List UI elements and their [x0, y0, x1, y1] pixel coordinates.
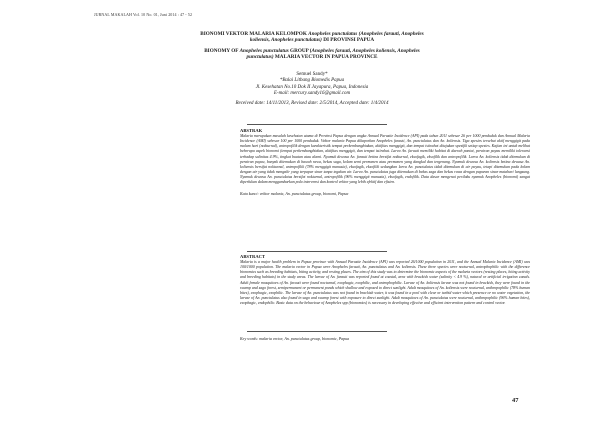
abstrak-line: eksofagik, eksofilik dan antropofilik. Larva An. koliensis tidak ditemukan di perairan payau, banyak ditemukan di bawah [240, 154, 530, 164]
abstract-line: population in 2011, and the Annual Malaria Incidence (AMI) was 100/1000 population. The malaria vector in Papua were [240, 260, 531, 270]
title-en-species: Anopheles punctulatus [239, 47, 289, 54]
abstract-line: intervention pattern and control vector. [444, 301, 506, 306]
divider-top [247, 124, 387, 125]
abstract-line: Malaria is a major health problem in Papua province with Annual Parasite Incidence (API) was reported 26/1000 [240, 260, 425, 264]
title-id-species-line1: Anopheles punctulatus (Anopheles farauti, Anopheles [308, 31, 424, 37]
title-en-suffix: MALARIA VECTOR IN PAPUA PROVINCE [273, 53, 378, 60]
abstract-line: water which presence or no water vegetation, the larvae of An. punctulatus also found in sago and swamp forest with [240, 290, 530, 301]
abstract-heading: ABSTRACT [240, 254, 266, 259]
title-en-mid: GROUP ( [288, 47, 312, 54]
abstrak-line: punctulatus tidak ditemukan di air payau, tetapi ditemukan pada kolam dengan air yang tidak mengalir yang terpapar sinar [240, 164, 530, 175]
abstract-line: exposure to direct sunlight. Adult mosquitoes of An. punctulatus were nocturnal, anthropophilic (96% human bites), exophagic, [240, 296, 530, 306]
abstract-line: farauti was reported found at coastal, area with brackish water (salinity < 4.9 %), natural or artificial irrigation canals. [336, 275, 530, 280]
abstract-line: exophagic, exophilic. The larvae of An. punctulatus was not found in brackish water, it was found in a pool with clear or turbid [250, 290, 453, 295]
title-english [96, 48, 528, 61]
author-block [96, 72, 528, 98]
title-id-species-line2: koliensis, Anopheles punctulatus) [249, 37, 322, 44]
abstrak-section [240, 128, 530, 196]
page-number: 47 [512, 397, 519, 404]
abstrak-line: malaria Papua dikaporkan Anopheles farauti, An. punctulatus dan An. koliensis. Tiga spesies tersebut aktif menggigit pada [332, 139, 530, 144]
abstrak-heading: ABSTRAK [240, 128, 263, 133]
abstract-section [240, 254, 530, 306]
author-affiliation: *Balai Litbang Biomedis Papua [279, 78, 345, 84]
abstract-line: Adult female mosquitoes of An. farauti were found nocturnal, exophagic, exophilic, and antrophophilic. Larvae of An. koliensis [240, 280, 442, 285]
abstract-line: bionomics such as breeding habitats, biting activity, and resting places. The aim of this study was to determine the bionomic [240, 270, 436, 275]
author-email: E-mail: mercury.sandy16@gmail.com [273, 91, 351, 97]
abstract-line: Anopheles farauti, An. punctulatus and An. koliensis. These three species were nocturnal, antrophophilic with the difference [331, 265, 530, 270]
title-id-prefix: BIONOMI VEKTOR MALARIA KELOMPOK [200, 31, 309, 37]
title-id-suffix: DI PROVINSI PAPUA [321, 37, 375, 44]
abstract-line: shallow and exposed to direct sunlight. Adult mosquitoes of An. koliensis were nocturnal, anthropophilic (78% human bites), [240, 285, 530, 295]
abstrak-line: malam hari (nokturnal), antropofilik dengan karakteristik tempat perkembangbiakan, aktifitas menggigit, dan tempat [240, 144, 426, 149]
abstrak-line: Malaria merupakan masalah kesehatan utama di Provinsi Papua dengan angka Annual Parasite Incidence (API) pada [240, 134, 430, 138]
abstract-line: larvae was not found in brackish, they were found in the swamp and sago forest, semipermanent or permanent ponds which [240, 280, 530, 290]
abstrak-line: langsung. Nyamuk dewasa An. punctulatus bersifat nokturnal, antropofilik (96% menggigit manusia), eksofagik, endofilik. [240, 170, 530, 180]
running-head: JURNAL MAKALAH Vol. 10 No. 01, Juni 2014 : 47 - 52 [94, 12, 193, 17]
divider-middle [247, 251, 387, 252]
abstrak-line: tahun 2011 sebesar 26 per 1000 penduduk dan Annual Malaria Incidence (AMI) sebesar 100 per 1000 penduduk. Vektor [240, 134, 530, 144]
abstract-keywords: Key words: malaria vector, An. punctulatus group, bionomic, Papua [240, 336, 350, 341]
abstrak-line: rawa, bekas saga, kolam semi permanen atau permanen yang dangkal dan tergenang. Nyamuk dewasa An. koliensis betina [312, 159, 512, 164]
abstrak-line: dewasa An. koliensis bersifat nokturnal, antropofilik (78% menggigit manusia), eksofagik, eksofilik sedangkan larva An. [240, 159, 531, 169]
abstract-line: aspects of the malaria vectors (resting places, biting activity and breeding habitats) in the study areas. The larvae of An. [240, 270, 530, 280]
title-en-species-line2: punctulatus) [246, 53, 274, 60]
abstrak-body [240, 134, 530, 186]
keywords-section [240, 336, 530, 341]
abstrak-line: kontrol vektor yang lebih efektif dan efisien. [326, 180, 396, 185]
title-en-prefix: BIONOMY OF [204, 47, 240, 54]
divider-bottom [247, 331, 387, 332]
author-name: Semuel Sandy* [296, 72, 328, 77]
abstrak-line: istirahat ditujukan spesifik setiap spesies. Kajian ini untuk melihat beberapa aspek bionomi (tempat perkembangbiakan, [240, 144, 530, 154]
abstrak-line: toleransi terhadap salinitas 4.9%, tingkat buatan atau alami. Nyamuk dewasa An. farauti betina bersifat nokturnal, [240, 149, 530, 159]
abstract-body [240, 260, 530, 306]
received-dates: Received date: 14/11/2013, Revised date: 2/5/2014, Accepted date: 1/4/2014 [235, 101, 389, 106]
abstrak-line: tanpa tegakan air. Larva An. punctulatus juga ditemukan di bekas saga dan bekas rawa dengan paparan sinar matahari [323, 170, 515, 175]
abstrak-line: aktifitas menggigit, dan tempat istirahat. Larva An. farauti memiliki habitat di daerah pantai, perairan payau memiliki [325, 149, 517, 154]
abstract-line: endophilic. Basic data on the behaviour of Anopheles spp (bionomics) is necessary in developing effective and efficient [257, 301, 445, 306]
author-address: Jl. Kesehatan No.10 Dok II Jayapura, Papua, Indonesia [255, 84, 369, 90]
abstrak-keywords: Kata kunci: vektor malaria, An. punctulatus group, bionomi, Papua [240, 190, 349, 196]
abstrak-line: Data dasar mengenai perilaku nyamuk Anopheles (bionomi) sangat diperlukan dalam menggambarkan pola intervensi dan [240, 175, 530, 185]
title-en-species-line1: Anopheles farauti, Anopheles koliensis, Anopheles [311, 47, 420, 54]
title-block [96, 31, 528, 60]
title-indonesian [96, 31, 528, 44]
